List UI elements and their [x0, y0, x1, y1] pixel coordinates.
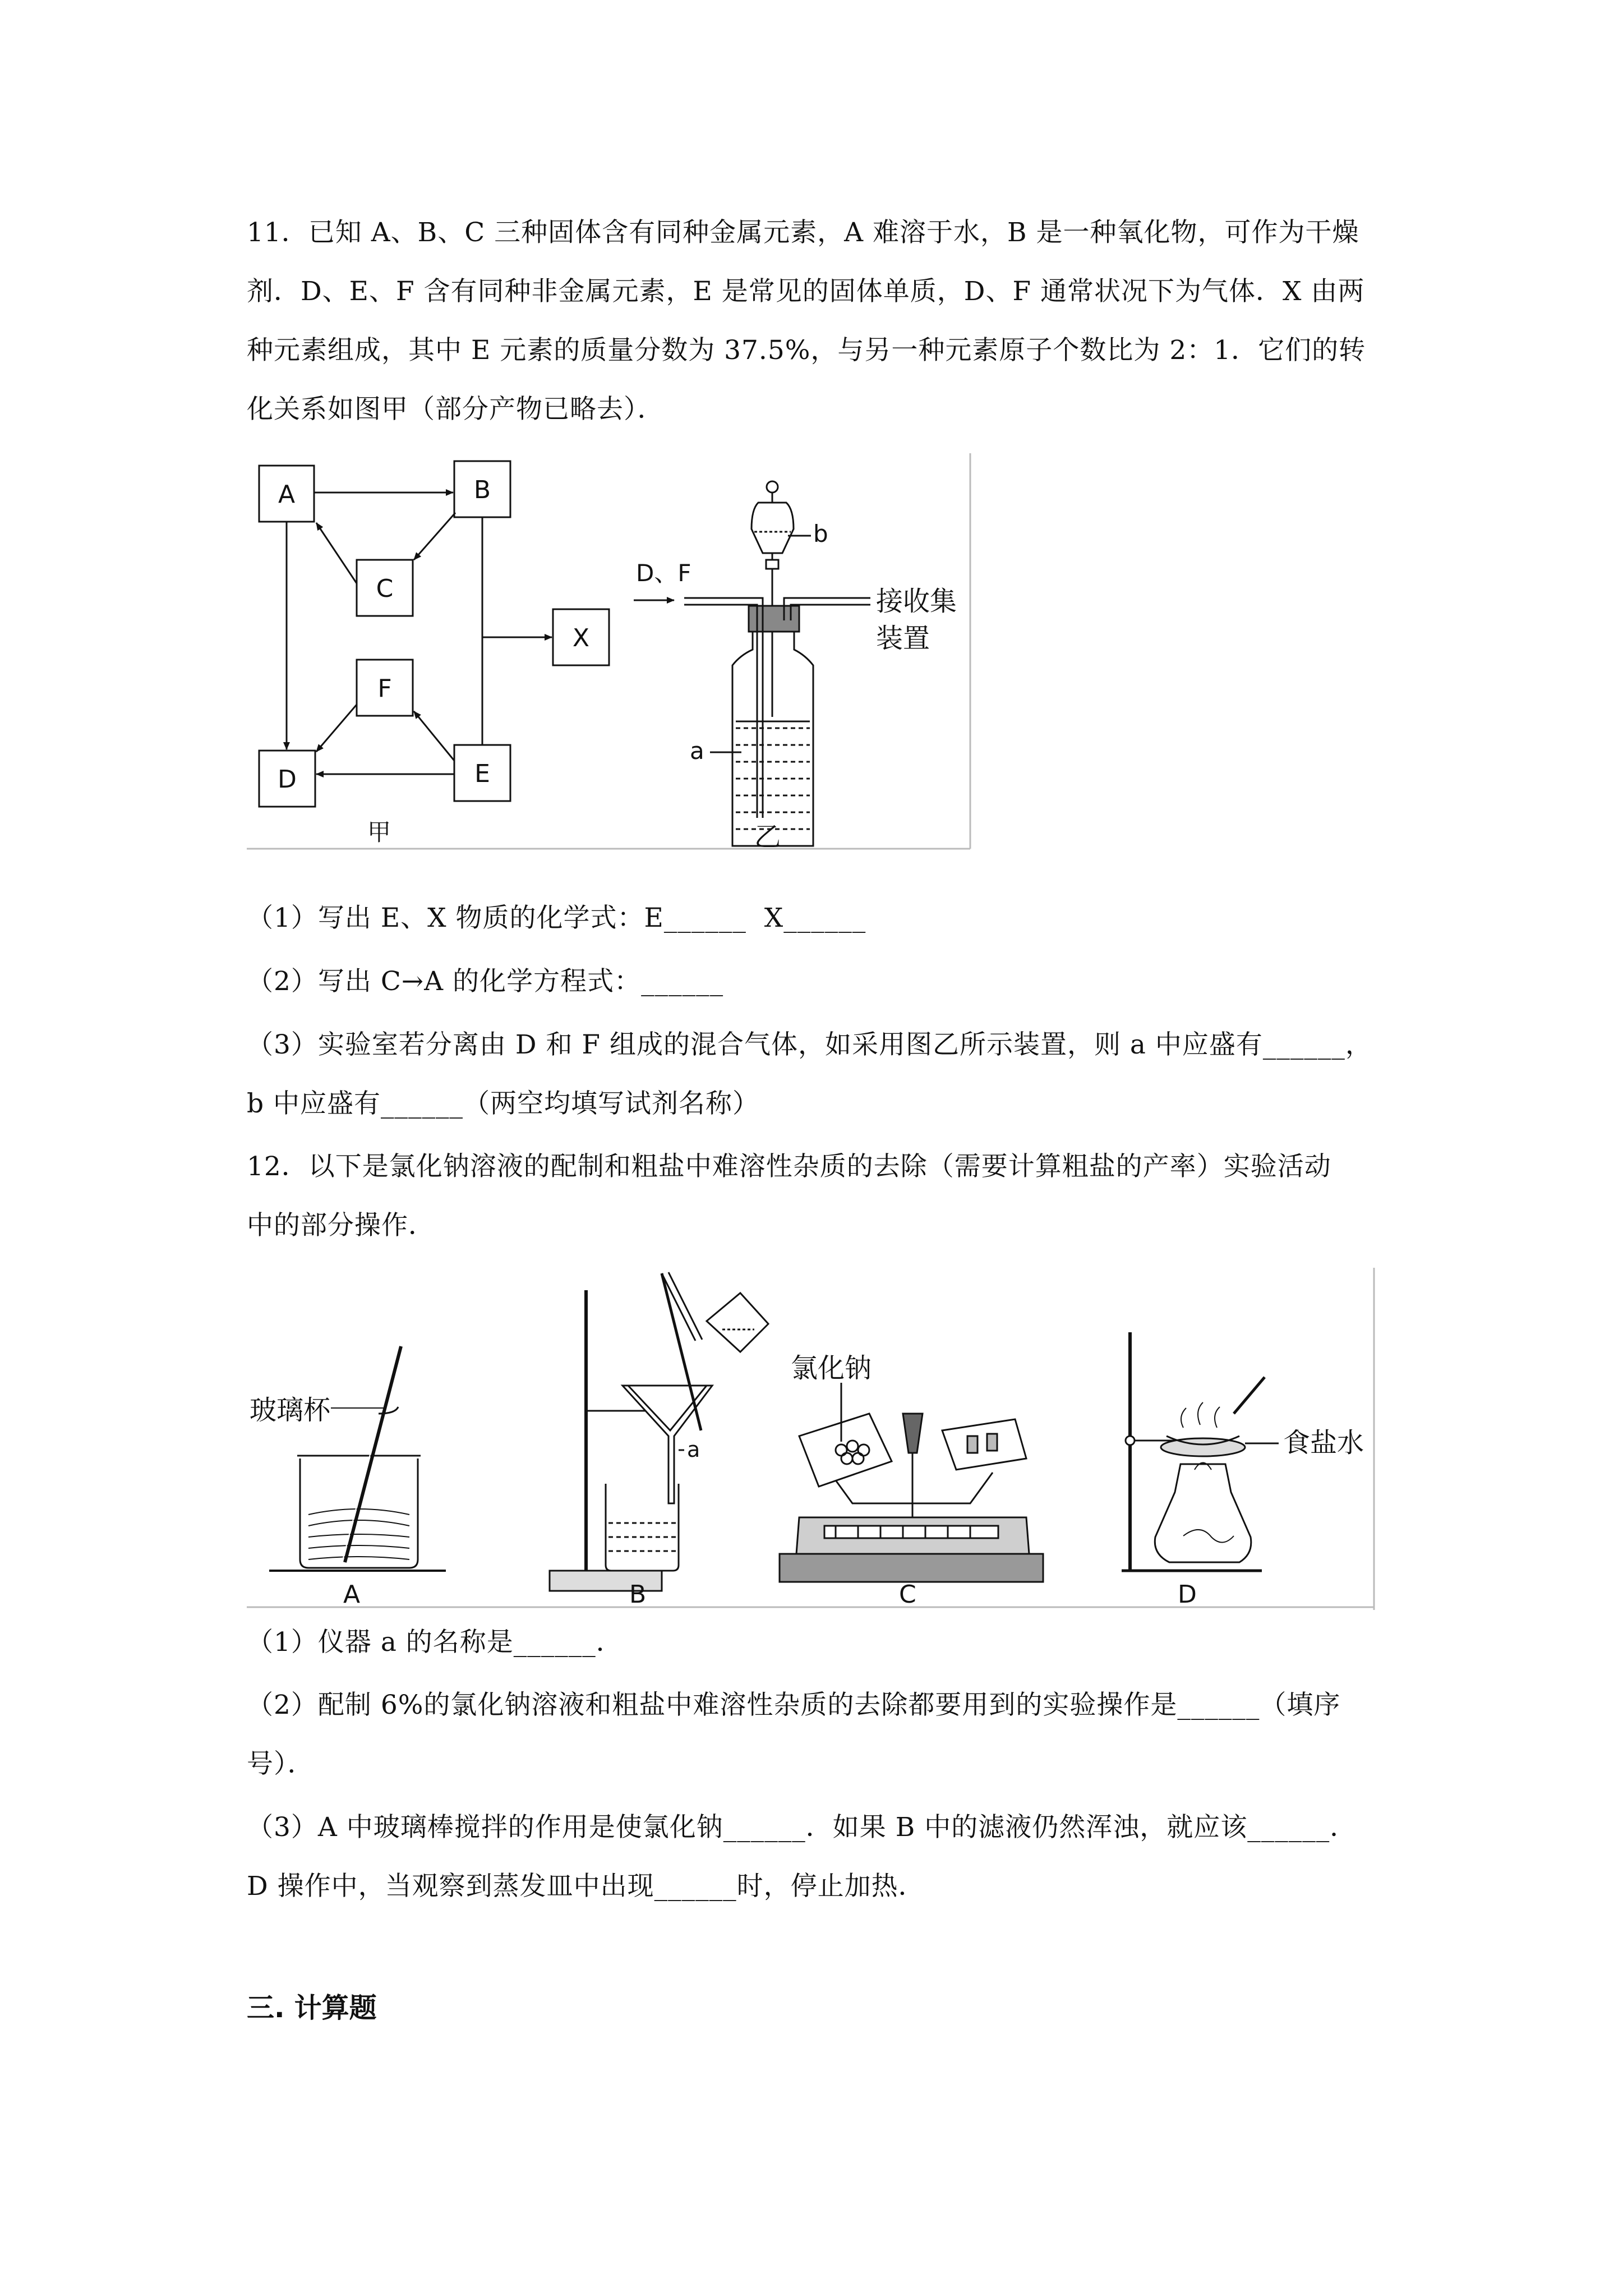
q11-line-3: 种元素组成，其中 E 元素的质量分数为 37.5%，与另一种元素原子个数比为 2：1．它们的转	[247, 335, 1366, 366]
q12-sub2-line2: 号）．	[247, 1749, 315, 1779]
box-E	[454, 745, 510, 801]
svg-text:B: B	[629, 1580, 647, 1609]
svg-text:D: D	[278, 765, 297, 794]
svg-text:乙: 乙	[754, 821, 782, 853]
svg-text:C: C	[376, 574, 394, 603]
svg-text:E: E	[474, 760, 490, 788]
q11-sub1: （1）写出 E、X 物质的化学式：E______ X______	[247, 903, 866, 933]
svg-text:C: C	[899, 1580, 916, 1609]
q12-sub3-line1: （3）A 中玻璃棒搅拌的作用是使氯化钠______．如果 B 中的滤液仍然浑浊，就应该______．	[247, 1812, 1357, 1843]
box-F	[357, 660, 413, 716]
q12-line-1: 12．以下是氯化钠溶液的配制和粗盐中难溶性杂质的去除（需要计算粗盐的产率）实验活动	[247, 1151, 1331, 1182]
balance	[780, 1383, 1043, 1582]
q12-sub3-line2: D 操作中，当观察到蒸发皿中出现______时，停止加热．	[247, 1871, 925, 1902]
q12-sub1: （1）仪器 a 的名称是______．	[247, 1627, 623, 1658]
svg-text:A: A	[278, 480, 296, 509]
section-3-heading: 三. 计算题	[247, 1992, 377, 2024]
box-B	[454, 461, 510, 517]
svg-text:接收集: 接收集	[876, 586, 957, 617]
box-X	[553, 609, 609, 665]
q11-line-4: 化关系如图甲（部分产物已略去）．	[247, 394, 665, 425]
svg-text:D、F: D、F	[636, 559, 691, 587]
gas-washing-apparatus	[634, 481, 870, 846]
q11-sub2: （2）写出 C→A 的化学方程式：______	[247, 966, 724, 997]
q11-sub3-line2: b 中应盛有______（两空均填写试剂名称）	[247, 1088, 760, 1119]
svg-text:甲: 甲	[367, 818, 391, 846]
svg-text:食盐水: 食盐水	[1283, 1427, 1364, 1458]
q11-figure	[247, 453, 976, 854]
evaporation-setup	[1122, 1332, 1279, 1571]
svg-text:X: X	[572, 624, 590, 652]
q12-figure	[247, 1268, 1380, 1613]
q11-sub3-line1: （3）实验室若分离由 D 和 F 组成的混合气体，如采用图乙所示装置，则 a 中应盛有______，	[247, 1029, 1372, 1060]
svg-text:氯化钠: 氯化钠	[791, 1352, 872, 1384]
svg-text:b: b	[813, 520, 828, 547]
filtration-setup	[550, 1272, 768, 1591]
svg-text:a: a	[687, 1437, 700, 1462]
svg-text:F: F	[377, 674, 392, 703]
box-C	[357, 560, 413, 616]
svg-text:A: A	[343, 1580, 361, 1609]
svg-text:D: D	[1178, 1580, 1197, 1609]
svg-text:玻璃杯: 玻璃杯	[250, 1395, 331, 1426]
svg-text:装置: 装置	[876, 623, 930, 654]
svg-text:a: a	[690, 737, 704, 765]
box-D	[259, 751, 315, 807]
q12-line-2: 中的部分操作．	[247, 1210, 435, 1241]
box-A	[259, 466, 314, 522]
q12-sub2-line1: （2）配制 6%的氯化钠溶液和粗盐中难溶性杂质的去除都要用到的实验操作是______（填序	[247, 1690, 1341, 1720]
q11-line-1: 11．已知 A、B、C 三种固体含有同种金属元素，A 难溶于水，B 是一种氧化物，可作为干燥	[247, 217, 1359, 248]
q11-line-2: 剂．D、E、F 含有同种非金属元素，E 是常见的固体单质，D、F 通常状况下为气体．X 由两	[247, 276, 1365, 307]
svg-text:B: B	[473, 476, 491, 504]
beaker-with-rod	[269, 1346, 446, 1571]
